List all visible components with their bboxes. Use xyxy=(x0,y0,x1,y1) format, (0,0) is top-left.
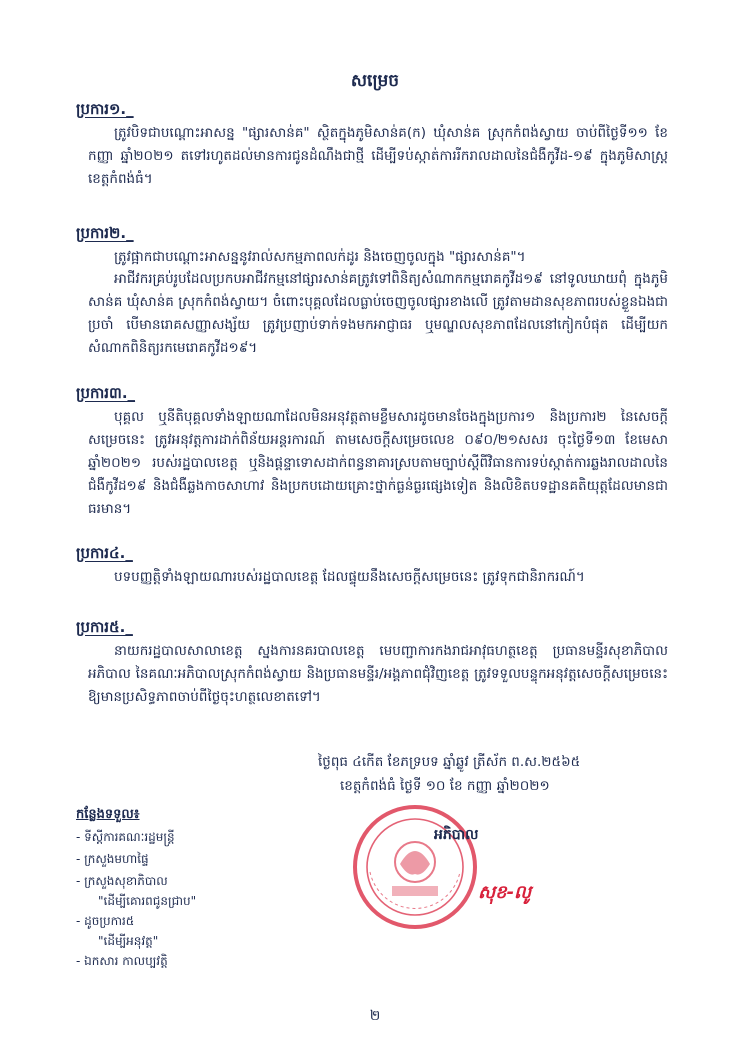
distribution-item xyxy=(76,826,316,848)
article-4-heading: ប្រការ៤._ xyxy=(76,544,133,562)
distribution-item-note: "ដើម្បីអនុវត្ត" xyxy=(98,934,159,948)
distribution-title: កន្លែងទទួល៖ xyxy=(76,807,140,822)
article-2-heading: ប្រការ២._ xyxy=(76,224,134,242)
article-2-text-1: ត្រូវផ្អាកជាបណ្ដោះអាសន្ននូវរាល់សកម្មភាពលក់ដូរ និងចេញចូលក្នុង "ផ្សារសាន់គ"។ xyxy=(114,249,526,265)
place-date: ខេត្តកំពង់ធំ ថ្ងៃទី ១០ ខែ កញ្ញា ឆ្នាំ២០២១ xyxy=(340,778,550,794)
article-2-paragraph-2 xyxy=(88,268,668,360)
article-2-text-2: អាជីវករគ្រប់រូបដែលប្រកបអាជីវកម្មនៅផ្សារសាន់គត្រូវទៅពិនិត្យសំណាកកម្មរោគកូវីដ១៩ នៅទូលឃាយពុំ ក្នុងភូមិសាន់គ ឃុំសាន់គ ស្រុកកំពង់ស្វាយ។ ចំពោះបុគ្គលដែលធ្លាប់ចេញចូលផ្សារខាងលើ ត្រូវតាមដានសុខភាពរបស់ខ្លួនឯងជាប្រចាំ បើមានរោគសញ្ញាសង្ស័យ ត្រូវប្រញាប់ទាក់ទងមកអាជ្ញាធរ ឬមណ្ឌលសុខភាពដែលនៅកៀកបំផុត ដើម្បីយកសំណាកពិនិត្យរកមេរោគកូវីដ១៩។ xyxy=(88,271,668,356)
article-5-text: នាយករដ្ឋបាលសាលាខេត្ត ស្នងការនគរបាលខេត្ត មេបញ្ជាការកងរាជអាវុធហត្ថខេត្ត ប្រធានមន្ទីរសុខាភិបាល អភិបាល នៃគណៈអភិបាលស្រុកកំពង់ស្វាយ និងប្រធានមន្ទីរ/អង្គភាពជុំវិញខេត្ត ត្រូវទទួលបន្ទុកអនុវត្តសេចក្ដីសម្រេចនេះឱ្យមានប្រសិទ្ធភាពចាប់ពីថ្ងៃចុះហត្ថលេខាតទៅ។ xyxy=(88,643,668,705)
distribution-item xyxy=(76,870,316,910)
lunar-date: ថ្ងៃពុធ ៤កើត ខែភទ្របទ ឆ្នាំឆ្លូវ ត្រីស័ក ព.ស.២៥៦៥ xyxy=(318,754,581,770)
distribution-item-text: - ឯកសារ កាលប្បវត្តិ xyxy=(76,954,168,968)
signer-name: សុខ-លូ xyxy=(478,882,532,903)
article-5-paragraph xyxy=(88,640,668,709)
article-2-paragraph-1 xyxy=(88,246,668,269)
article-3-heading: ប្រការ៣._ xyxy=(76,384,136,402)
page-number: ២ xyxy=(369,1008,381,1024)
distribution-item xyxy=(76,848,316,870)
signer-title: អភិបាល xyxy=(434,827,479,843)
official-seal-icon xyxy=(350,802,480,932)
distribution-list xyxy=(76,826,316,972)
decision-title: សម្រេច xyxy=(350,71,400,91)
distribution-item xyxy=(76,910,316,950)
article-1-heading: ប្រការ១._ xyxy=(76,100,134,118)
distribution-item-note: "ដើម្បីគោរពជូនជ្រាប" xyxy=(98,894,197,908)
distribution-item-text: - ក្រសួងមហាផ្ទៃ xyxy=(76,852,149,866)
article-4-paragraph xyxy=(88,566,668,589)
distribution-item-text: - ក្រសួងសុខាភិបាល xyxy=(76,874,168,888)
article-4-text: បទបញ្ញត្តិទាំងឡាយណារបស់រដ្ឋបាលខេត្ត ដែលផ្ទុយនឹងសេចក្ដីសម្រេចនេះ ត្រូវទុកជានិរាករណ៍។ xyxy=(114,569,585,585)
distribution-item-text: - ដូចប្រការ៥ xyxy=(76,914,135,928)
article-3-text: បុគ្គល ឬនីតិបុគ្គលទាំងឡាយណាដែលមិនអនុវត្តតាមខ្លឹមសារដូចមានចែងក្នុងប្រការ១ និងប្រការ២ នៃសេចក្ដីសម្រេចនេះ ត្រូវអនុវត្តការដាក់ពិន័យអន្តរការណ៍ តាមសេចក្ដីសម្រេចលេខ ០៩០/២១សសរ ចុះថ្ងៃទី១៣ ខែមេសា ឆ្នាំ២០២១ របស់រដ្ឋបាលខេត្ត ឬនិងផ្ដន្ទាទោសដាក់ពន្ធនាគារស្របតាមច្បាប់ស្ដីពីវិធានការទប់ស្កាត់ការឆ្លងរាលដាលនៃជំងឺកូវីដ១៩ និងជំងឺឆ្លងកាចសាហាវ និងប្រកបដោយគ្រោះថ្នាក់ធ្ងន់ធ្ងរផ្សេងទៀត និងលិខិតបទដ្ឋានគតិយុត្តដែលមានជាធរមាន។ xyxy=(88,409,668,517)
distribution-item xyxy=(76,950,316,972)
article-1-text: ត្រូវបិទជាបណ្ដោះអាសន្ន "ផ្សារសាន់គ" ស្ថិតក្នុងភូមិសាន់គ(ក) ឃុំសាន់គ ស្រុកកំពង់ស្វាយ ចាប់ពីថ្ងៃទី១១ ខែកញ្ញា ឆ្នាំ២០២១ តទៅរហូតដល់មានការជូនដំណឹងជាថ្មី ដើម្បីទប់ស្កាត់ការរីករាលដាលនៃជំងឺកូវីដ-១៩ ក្នុងភូមិសាស្ត្រខេត្តកំពង់ធំ។ xyxy=(88,125,668,187)
distribution-item-text: - ទីស្ដីការគណៈរដ្ឋមន្ត្រី xyxy=(76,830,175,844)
article-5-heading: ប្រការ៥._ xyxy=(76,618,133,636)
article-1-paragraph xyxy=(88,122,668,191)
article-3-paragraph xyxy=(88,406,668,521)
